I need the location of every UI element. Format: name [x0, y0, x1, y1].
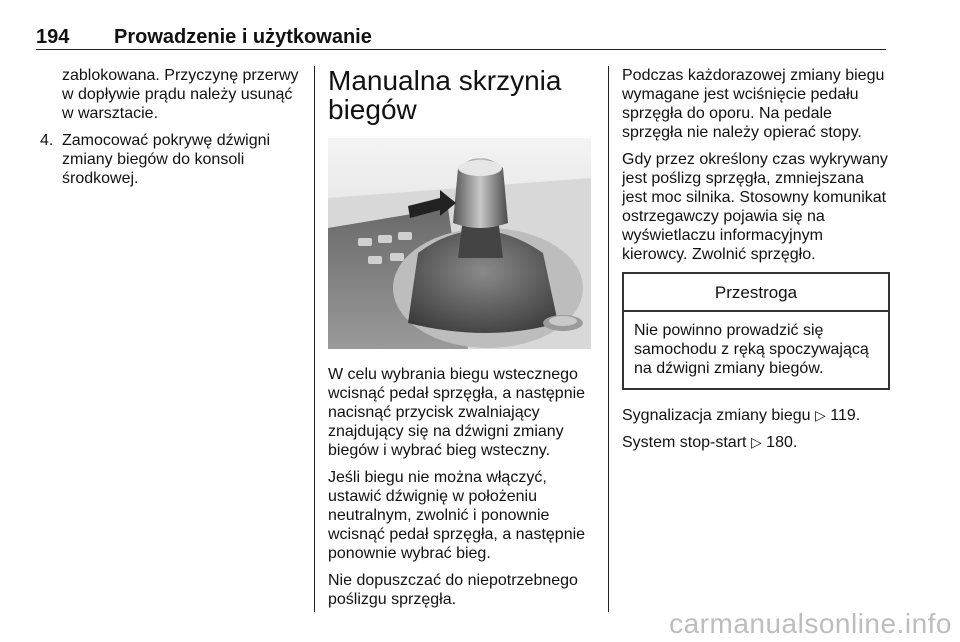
paragraph-engine-power: Gdy przez określony czas wykrywany jest poślizg sprzęgła, zmniejszana jest moc silnika. Stosowny komunikat ostrzegawczy pojawia się na wyświetlaczu informacyjnym kierowcy. Zwolnić sprzęgło.	[622, 151, 888, 263]
section-title-line2: biegów	[328, 94, 417, 125]
continued-paragraph: zablokowana. Przyczynę przerwy w dopływie prądu należy usunąć w warsztacie.	[62, 67, 299, 122]
column-divider-1	[314, 66, 315, 612]
section-title	[328, 66, 596, 124]
column-divider-2	[608, 66, 609, 612]
caution-box	[622, 272, 890, 390]
reference-arrow-icon: ▷	[815, 407, 826, 423]
reference-arrow-icon: ▷	[750, 434, 762, 450]
paragraph-reverse-gear: W celu wybrania biegu wstecznego wcisnąć pedał sprzęgła, a następnie nacisnąć przycisk zwalniający znajdujący się na dźwigni zmiany biegów i wybrać bieg wsteczny.	[328, 366, 586, 459]
reference-text: Sygnalizacja zmiany biegu	[622, 407, 811, 424]
header-rule	[36, 49, 886, 50]
paragraph-clutch-slip: Nie dopuszczać do niepotrzebnego poślizgu sprzęgła.	[328, 572, 578, 608]
list-item-number: 4.	[40, 132, 54, 149]
caution-title: Przestroga	[624, 274, 888, 312]
page-header	[36, 26, 886, 50]
paragraph-gear-not-engaging: Jeśli biegu nie można włączyć, ustawić dźwignię w położeniu neutralnym, zwolnić i ponownie wcisnąć pedał sprzęgła, a następnie ponownie wybrać bieg.	[328, 469, 586, 562]
list-item-text: Zamocować pokrywę dźwigni zmiany biegów do konsoli środkowej.	[62, 132, 271, 187]
gear-lever-photo	[328, 138, 591, 349]
column-1	[40, 66, 302, 188]
column-2	[328, 66, 596, 617]
reference-shift-indicator[interactable]	[622, 406, 890, 425]
reference-page: 119.	[830, 407, 861, 424]
reference-text: System stop-start	[622, 434, 747, 451]
reference-stop-start[interactable]	[622, 433, 890, 452]
column-3	[622, 66, 890, 460]
watermark: carmanualsonline.info	[669, 608, 952, 639]
list-item	[40, 131, 302, 188]
caution-text: Nie powinno prowadzić się samochodu z ręką spoczywającą na dźwigni zmiany biegów.	[634, 322, 869, 377]
reference-page: 180.	[766, 434, 798, 451]
gear-lever-illustration	[328, 138, 591, 349]
section-title-line1: Manualna skrzynia	[328, 65, 562, 96]
paragraph-clutch-pedal: Podczas każdorazowej zmiany biegu wymagane jest wciśnięcie pedału sprzęgła do oporu. Na pedale sprzęgła nie należy opierać stopy.	[622, 67, 885, 141]
page-number: 194	[36, 26, 70, 48]
header-title: Prowadzenie i użytkowanie	[114, 26, 372, 48]
